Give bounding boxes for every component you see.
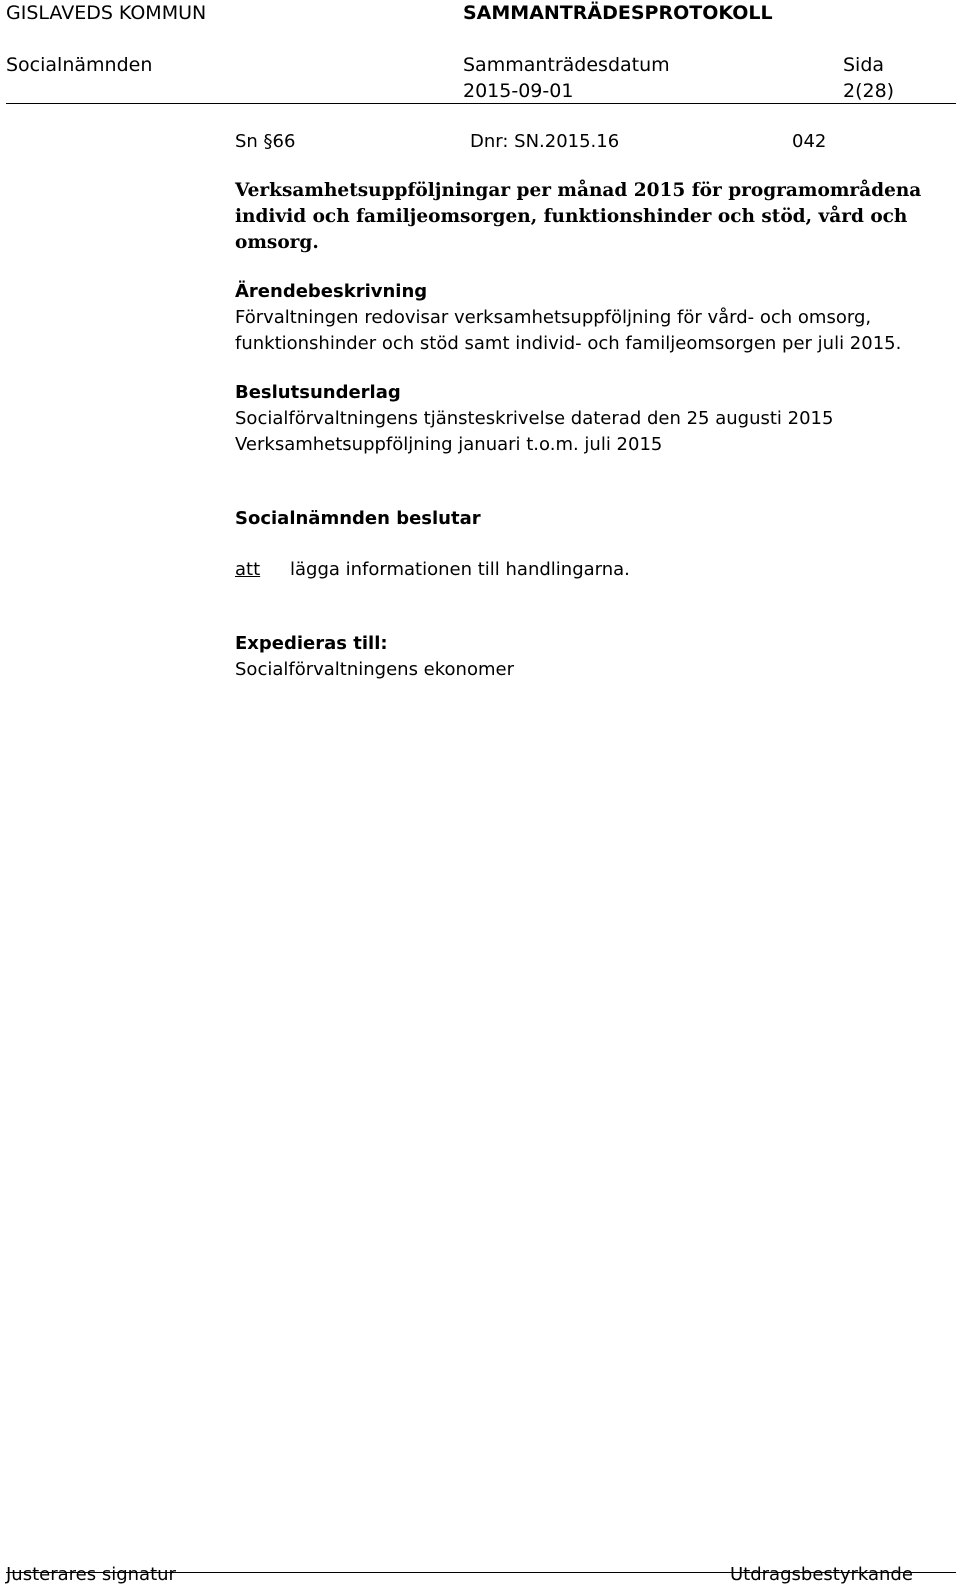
footer-certification-label: Utdragsbestyrkande	[730, 1564, 913, 1585]
basis-heading: Beslutsunderlag	[235, 382, 401, 403]
paragraph-number: Sn §66	[235, 131, 296, 152]
document-type: SAMMANTRÄDESPROTOKOLL	[463, 2, 773, 24]
meeting-date-label: Sammanträdesdatum	[463, 54, 670, 76]
basis-line-2: Verksamhetsuppföljning januari t.o.m. juli 2015	[235, 434, 663, 455]
decision-text: lägga informationen till handlingarna.	[290, 559, 630, 580]
footer-signature-label: Justerares signatur	[6, 1564, 176, 1585]
header-divider	[6, 103, 956, 104]
page-number: 2(28)	[843, 80, 895, 102]
description-line-1: Förvaltningen redovisar verksamhetsuppföljning för vård- och omsorg,	[235, 307, 872, 328]
case-code: 042	[792, 131, 827, 152]
decision-att: att	[235, 559, 261, 580]
description-line-2: funktionshinder och stöd samt individ- och familjeomsorgen per juli 2015.	[235, 333, 902, 354]
dispatch-recipient: Socialförvaltningens ekonomer	[235, 659, 514, 680]
case-dnr: Dnr: SN.2015.16	[470, 131, 620, 152]
basis-line-1: Socialförvaltningens tjänsteskrivelse daterad den 25 augusti 2015	[235, 408, 834, 429]
decision-heading: Socialnämnden beslutar	[235, 508, 481, 529]
municipality-name: GISLAVEDS KOMMUN	[6, 2, 207, 24]
dispatch-heading: Expedieras till:	[235, 633, 388, 654]
page-label: Sida	[843, 54, 885, 76]
committee-name: Socialnämnden	[6, 54, 153, 76]
meeting-date-value: 2015-09-01	[463, 80, 574, 102]
case-title-line-3: omsorg.	[235, 232, 319, 253]
description-heading: Ärendebeskrivning	[235, 281, 428, 302]
case-title-line-1: Verksamhetsuppföljningar per månad 2015 för programområdena	[235, 180, 922, 201]
case-title-line-2: individ och familjeomsorgen, funktionshinder och stöd, vård och	[235, 206, 908, 227]
